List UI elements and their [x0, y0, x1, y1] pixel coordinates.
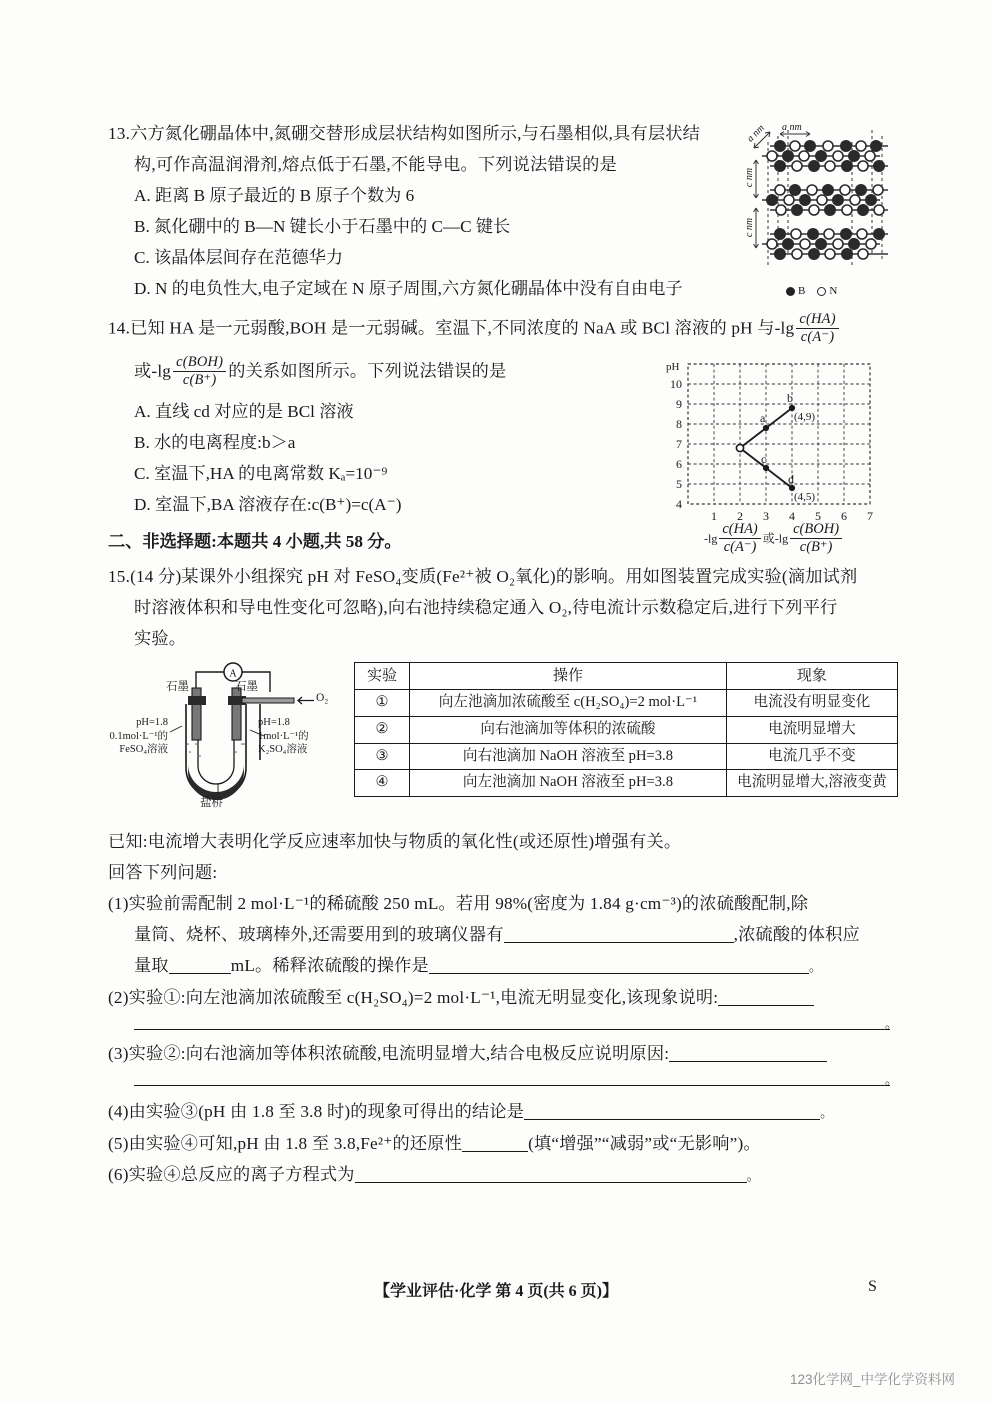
left-cell-solution: FeSO₄溶液 — [119, 744, 168, 756]
ph-chart-svg — [648, 354, 898, 549]
q14-stem-text: 已知 HA 是一元弱酸,BOH 是一元弱碱。室温下,不同浓度的 NaA 或 BCl 溶液的 pH 与 — [130, 318, 775, 338]
q13-number: 13. — [108, 124, 131, 143]
q15-part-3-line-2 — [108, 1069, 898, 1086]
row4-no: ④ — [355, 770, 410, 797]
answer-blank-volume[interactable] — [169, 958, 231, 974]
experiment-figure-and-table — [108, 660, 898, 812]
row4-phenomenon: 电流明显增大,溶液变黄 — [726, 770, 897, 797]
q15-p6-text: (6)实验④总反应的离子方程式为 — [108, 1165, 355, 1184]
q15-part-4 — [108, 1096, 898, 1128]
page-content — [108, 118, 898, 1193]
q13-stem-text-1: 六方氮化硼晶体中,氮硼交替形成层状结构如图所示,与石墨相似,具有层状结 — [130, 124, 700, 143]
q15-stem-line-2: 时溶液体积和导电性变化可忽略),向右池持续稳定通入 O₂,待电流计示数稳定后,进行下列平行 — [134, 598, 838, 617]
svg-text:b: b — [787, 391, 793, 405]
svg-text:7: 7 — [676, 437, 682, 451]
q15-p1-measure-pre: 量取 — [134, 956, 169, 975]
left-cell-conc: 0.1mol·L⁻¹的 — [109, 730, 168, 742]
right-cell-conc: 1mol·L⁻¹的 — [258, 730, 309, 742]
q14-stem-line-1 — [108, 312, 898, 347]
ph-xaxis-lg1: -lg — [704, 531, 718, 546]
q15-p6-period: 。 — [746, 1168, 760, 1183]
q14-frac2-numerator: c(BOH) — [176, 354, 224, 371]
q15-part-6 — [108, 1159, 898, 1191]
q15-part-5 — [108, 1128, 898, 1159]
bn-label-c-upper: c nm — [744, 167, 756, 188]
svg-text:4: 4 — [789, 509, 795, 523]
table-row — [355, 743, 898, 770]
q15-p2-period: 。 — [884, 1016, 898, 1031]
q15-p4-period: 。 — [820, 1105, 834, 1120]
bn-label-a-diagonal: a nm — [745, 122, 767, 145]
table-header-phenomenon: 现象 — [726, 663, 897, 690]
q15-p3-text: (3)实验②:向右池滴加等体积浓硫酸,电流明显增大,结合电极反应说明原因: — [108, 1044, 670, 1063]
svg-text:1: 1 — [711, 509, 717, 523]
row2-phenomenon: 电流明显增大 — [726, 716, 897, 743]
svg-text:6: 6 — [841, 509, 847, 523]
left-cell-ph: pH=1.8 — [136, 717, 168, 728]
table-header-experiment: 实验 — [355, 663, 410, 690]
answer-blank-dilution[interactable] — [429, 958, 809, 974]
page-footer-code: S — [868, 1278, 877, 1295]
svg-text:8: 8 — [676, 417, 682, 431]
site-watermark: 123化学网_中学化学资料网 — [790, 1372, 956, 1387]
svg-text:d: d — [788, 472, 794, 486]
row2-operation: 向右池滴加等体积的浓硫酸 — [410, 716, 727, 743]
svg-text:2: 2 — [737, 509, 743, 523]
svg-text:5: 5 — [676, 477, 682, 491]
q15-stem-line-3: 实验。 — [134, 629, 187, 648]
svg-text:9: 9 — [676, 397, 682, 411]
ph-xaxis-lg2: -lg — [774, 531, 789, 546]
table-header-operation: 操作 — [410, 663, 727, 690]
svg-text:(4,5): (4,5) — [794, 491, 816, 503]
nitrogen-atom-icon — [817, 287, 826, 296]
answer-blank-glassware[interactable] — [504, 927, 734, 943]
svg-text:a: a — [760, 411, 766, 425]
left-cell-label — [102, 716, 168, 757]
q15-part-2-line-1 — [108, 982, 898, 1013]
row3-no: ③ — [355, 743, 410, 770]
ph-chart-xaxis-label — [704, 522, 844, 557]
q15-p5-text-post: (填“增强”“减弱”或“无影响”)。 — [528, 1134, 761, 1153]
row1-no: ① — [355, 690, 410, 717]
q13-option-b: B. 氮化硼中的 B—N 键长小于石墨中的 C—C 键长 — [134, 217, 511, 236]
page-footer: 【学业评估·化学 第 4 页(共 6 页)】 — [374, 1283, 618, 1300]
ph-xaxis-frac2-num: c(BOH) — [793, 521, 840, 537]
table-row — [355, 690, 898, 717]
q14-frac2-denominator: c(B⁺) — [173, 371, 226, 389]
q15-number: 15. — [108, 567, 131, 586]
svg-text:5: 5 — [815, 509, 821, 523]
answer-blank-exp2-a[interactable] — [669, 1046, 827, 1062]
electrode-label-left: 石墨 — [166, 681, 189, 693]
right-cell-ph: pH=1.8 — [258, 717, 290, 728]
q14-option-c: C. 室温下,HA 的电离常数 Kₐ=10⁻⁹ — [134, 464, 388, 484]
svg-text:10: 10 — [670, 377, 682, 391]
q14-stem-or: 或 — [134, 361, 152, 381]
q14-fraction-ha — [796, 311, 838, 346]
q14-option-d: D. 室温下,BA 溶液存在:c(B⁺)=c(A⁻) — [134, 495, 402, 515]
bn-legend — [786, 285, 837, 297]
q15-known-note: 已知:电流增大表明化学反应速率加快与物质的氧化性(或还原性)增强有关。 — [108, 832, 682, 851]
q15-p1-measure-mid: mL。稀释浓硫酸的操作是 — [230, 956, 429, 975]
table-header-row — [355, 663, 898, 690]
right-cell-label — [258, 716, 309, 757]
experiment-results-table — [354, 662, 898, 797]
svg-text:4: 4 — [676, 497, 682, 511]
ph-xaxis-frac2 — [790, 521, 842, 556]
q14-lg-2: -lg — [151, 361, 172, 381]
q15-stem-line-1 — [108, 561, 898, 592]
q13-option-c: C. 该晶体层间存在范德华力 — [134, 248, 344, 267]
salt-bridge-label: 盐桥 — [200, 797, 223, 809]
q14-stem-tail: 的关系如图所示。下列说法错误的是 — [228, 361, 507, 381]
svg-text:c: c — [761, 452, 767, 466]
q15-part-2-line-2 — [108, 1013, 898, 1030]
electrode-label-right: 石墨 — [235, 681, 258, 693]
bn-crystal-figure — [744, 122, 908, 312]
table-row — [355, 716, 898, 743]
table-row — [355, 770, 898, 797]
answer-blank-ionic-equation[interactable] — [355, 1167, 747, 1183]
q15-answer-prompt: 回答下列问题: — [108, 863, 218, 882]
answer-blank-exp3[interactable] — [524, 1104, 820, 1120]
ph-xaxis-frac1-den: c(A⁻) — [719, 538, 760, 556]
q15-p1-period: 。 — [808, 959, 823, 974]
row1-operation: 向左池滴加浓硫酸至 c(H₂SO₄)=2 mol·L⁻¹ — [410, 690, 727, 717]
q15-p5-text-pre: (5)由实验④可知,pH 由 1.8 至 3.8,Fe²⁺的还原性 — [108, 1134, 463, 1153]
q13-option-d: D. N 的电负性大,电子定域在 N 原子周围,六方氮化硼晶体中没有自由电子 — [134, 279, 683, 298]
q14-lg-1: -lg — [774, 318, 795, 338]
electrochemical-cell-diagram — [109, 660, 348, 812]
svg-text:7: 7 — [867, 509, 873, 523]
question-15 — [108, 561, 898, 1191]
row3-operation: 向右池滴加 NaOH 溶液至 pH=3.8 — [410, 743, 727, 770]
question-13 — [108, 118, 898, 304]
q14-fraction-boh — [173, 354, 226, 389]
q15-p3-period: 。 — [884, 1072, 898, 1087]
q13-option-a: A. 距离 B 原子最近的 B 原子个数为 6 — [134, 186, 415, 205]
q15-part-1-line-1: (1)实验前需配制 2 mol·L⁻¹的稀硫酸 250 mL。若用 98%(密度为 1.84 g·cm⁻³)的浓硫酸配制,除 — [108, 894, 809, 913]
ph-xaxis-frac2-den: c(B⁺) — [790, 538, 842, 556]
answer-blank-exp1-b[interactable] — [134, 1013, 890, 1030]
answer-blank-exp1-a[interactable] — [718, 990, 814, 1006]
q15-part-1-line-3 — [108, 950, 898, 982]
bn-legend-n-label: N — [829, 285, 838, 297]
bn-label-c-lower: c nm — [744, 217, 756, 238]
row1-phenomenon: 电流没有明显变化 — [726, 690, 897, 717]
svg-text:(4,9): (4,9) — [794, 411, 816, 423]
section-2-heading: 二、非选择题:本题共 4 小题,共 58 分。 — [108, 532, 402, 551]
bn-crystal-svg — [748, 122, 908, 282]
row3-phenomenon: 电流几乎不变 — [726, 743, 897, 770]
q14-option-b: B. 水的电离程度:b＞a — [134, 433, 296, 453]
q15-p4-text: (4)由实验③(pH 由 1.8 至 3.8 时)的现象可得出的结论是 — [108, 1102, 525, 1121]
q15-p1-text-pre: 量筒、烧杯、玻璃棒外,还需要用到的玻璃仪器有 — [134, 925, 504, 944]
boron-atom-icon — [786, 287, 795, 296]
q14-option-a: A. 直线 cd 对应的是 BCl 溶液 — [134, 402, 354, 422]
answer-blank-exp2-b[interactable] — [134, 1069, 890, 1086]
row4-operation: 向左池滴加 NaOH 溶液至 pH=3.8 — [410, 770, 727, 797]
q14-number: 14. — [108, 318, 131, 338]
q15-p2-text: (2)实验①:向左池滴加浓硫酸至 c(H₂SO₄)=2 mol·L⁻¹,电流无明显变化,该现象说明: — [108, 988, 719, 1007]
svg-text:pH: pH — [666, 361, 680, 373]
ph-xaxis-frac1 — [719, 521, 760, 556]
svg-text:3: 3 — [763, 509, 769, 523]
right-cell-solution: K₂SO₄溶液 — [258, 744, 308, 756]
q15-part-1-line-2 — [108, 919, 898, 950]
q15-p1-text-post: ,浓硫酸的体积应 — [733, 925, 860, 944]
q14-frac1-numerator: c(HA) — [799, 311, 836, 327]
q14-frac1-denominator: c(A⁻) — [796, 328, 838, 346]
row2-no: ② — [355, 716, 410, 743]
bn-legend-b-label: B — [798, 285, 806, 297]
oxygen-inlet-label: O₂ — [316, 692, 329, 704]
q13-stem-line-2: 构,可作高温润滑剂,熔点低于石墨,不能导电。下列说法错误的是 — [134, 155, 617, 174]
answer-blank-exp4-reducing[interactable] — [462, 1136, 528, 1152]
svg-text:A: A — [229, 668, 237, 680]
ph-ratio-chart — [648, 354, 898, 556]
ph-xaxis-frac1-num: c(HA) — [722, 521, 758, 537]
bn-label-a-top: a nm — [782, 122, 802, 133]
q15-stem-text-1: (14 分)某课外小组探究 pH 对 FeSO₄变质(Fe²⁺被 O₂氧化)的影响。用如图装置完成实验(滴加试剂 — [130, 567, 858, 586]
ph-xaxis-or: 或 — [762, 531, 775, 546]
q15-part-3-line-1 — [108, 1038, 898, 1069]
svg-text:6: 6 — [676, 457, 682, 471]
